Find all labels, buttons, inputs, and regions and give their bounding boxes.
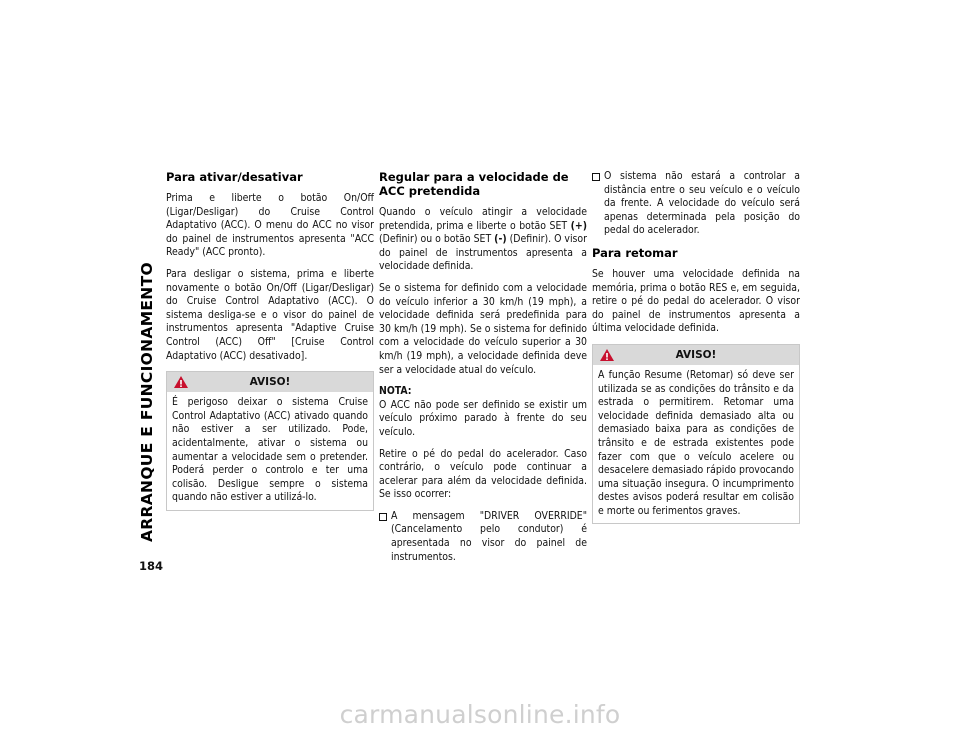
paragraph	[379, 206, 587, 274]
list-item-text: O sistema não estará a controlar a distância entre o seu veículo e o veículo da frente. A velocidade do veículo será apenas determinada pela posição do pedal do acelerador.	[604, 170, 800, 237]
note-label: NOTA:	[379, 385, 412, 398]
watermark-url: carmanualsonline.info	[339, 700, 621, 729]
paragraph: Prima e liberte o botão On/Off (Ligar/Desligar) do Cruise Control Adaptativo (ACC). O menu do ACC no visor do painel de instrumentos apresenta "ACC Ready" (ACC pronto).	[166, 192, 374, 259]
bullet-box-icon	[379, 510, 391, 564]
warning-triangle-icon	[173, 375, 189, 389]
warning-header	[167, 372, 373, 392]
minus-label: (-)	[494, 233, 507, 246]
warning-box	[592, 344, 800, 525]
text-run: Quando o veículo atingir a velocidade pretendida, prima e liberte o botão SET	[379, 206, 587, 232]
paragraph: Retire o pé do pedal do acelerador. Caso contrário, o veículo pode continuar a acelerar para além da velocidade definida. Se isso ocorrer:	[379, 447, 587, 501]
warning-title: AVISO!	[249, 376, 291, 389]
section-title: ARRANQUE E FUNCIONAMENTO	[138, 262, 156, 542]
text-run: (Definir) ou o botão SET	[379, 233, 495, 246]
bullet-box-icon	[592, 170, 604, 238]
heading-resume: Para retomar	[592, 245, 678, 260]
column-3	[592, 170, 800, 524]
heading-activate: Para ativar/desativar	[166, 170, 303, 184]
heading-set-speed: Regular para a velocidade de ACC pretendida	[379, 170, 569, 198]
warning-text: A função Resume (Retomar) só deve ser utilizada se as condições do trânsito e da estrada o permitirem. Retomar uma velocidade definida demasiado alta ou demasiado baixa para as condições de trânsito e de estrada existentes pode fazer com que o veículo acelere ou desacelere demasiado rápido provocando uma situação insegura. O incumprimento destes avisos poderá resultar em colisão e morte ou ferimentos graves.	[598, 368, 794, 517]
list-item	[592, 170, 800, 238]
section-side-tab	[134, 150, 160, 542]
note-text: O ACC não pode ser definido se existir um veículo próximo parado à frente do seu veículo.	[379, 398, 587, 438]
column-1	[166, 170, 374, 511]
warning-header	[593, 345, 799, 365]
page-number: 184	[139, 559, 164, 573]
warning-title: AVISO!	[675, 348, 717, 361]
paragraph: Se houver uma velocidade definida na memória, prima o botão RES e, em seguida, retire o pé do pedal do acelerador. O visor do painel de instrumentos apresenta a última velocidade definida.	[592, 267, 800, 335]
warning-text: É perigoso deixar o sistema Cruise Control Adaptativo (ACC) ativado quando não estiver a ser utilizado. Pode, acidentalmente, ativar o sistema ou aumentar a velocidade sem o pretender. Poderá perder o controlo e ter uma colisão. Desligue sempre o sistema quando não estiver a utilizá-lo.	[172, 396, 368, 504]
column-2	[379, 170, 587, 572]
plus-label: (+)	[570, 219, 587, 232]
text-run: (Definir). O visor do painel de instrumentos apresenta a velocidade definida.	[379, 233, 587, 273]
warning-triangle-icon	[599, 348, 615, 362]
paragraph: Para desligar o sistema, prima e liberte novamente o botão On/Off (Ligar/Desligar) do Cruise Control Adaptativo (ACC). O sistema desliga-se e o visor do painel de instrumentos apresenta "Adaptive Cruise Control (ACC) Off" [Cruise Control Adaptativo (ACC) desativado].	[166, 267, 374, 362]
paragraph: Se o sistema for definido com a velocidade do veículo inferior a 30 km/h (19 mph), a velocidade definida será predefinida para 30 km/h (19 mph). Se o sistema for definido com a velocidade do veículo superior a 30 km/h (19 mph), a velocidade definida deve ser a velocidade atual do veículo.	[379, 281, 587, 376]
list-item	[379, 510, 587, 564]
warning-box	[166, 371, 374, 511]
list-item-text: A mensagem "DRIVER OVERRIDE" (Cancelamento pelo condutor) é apresentada no visor do painel de instrumentos.	[391, 509, 587, 563]
